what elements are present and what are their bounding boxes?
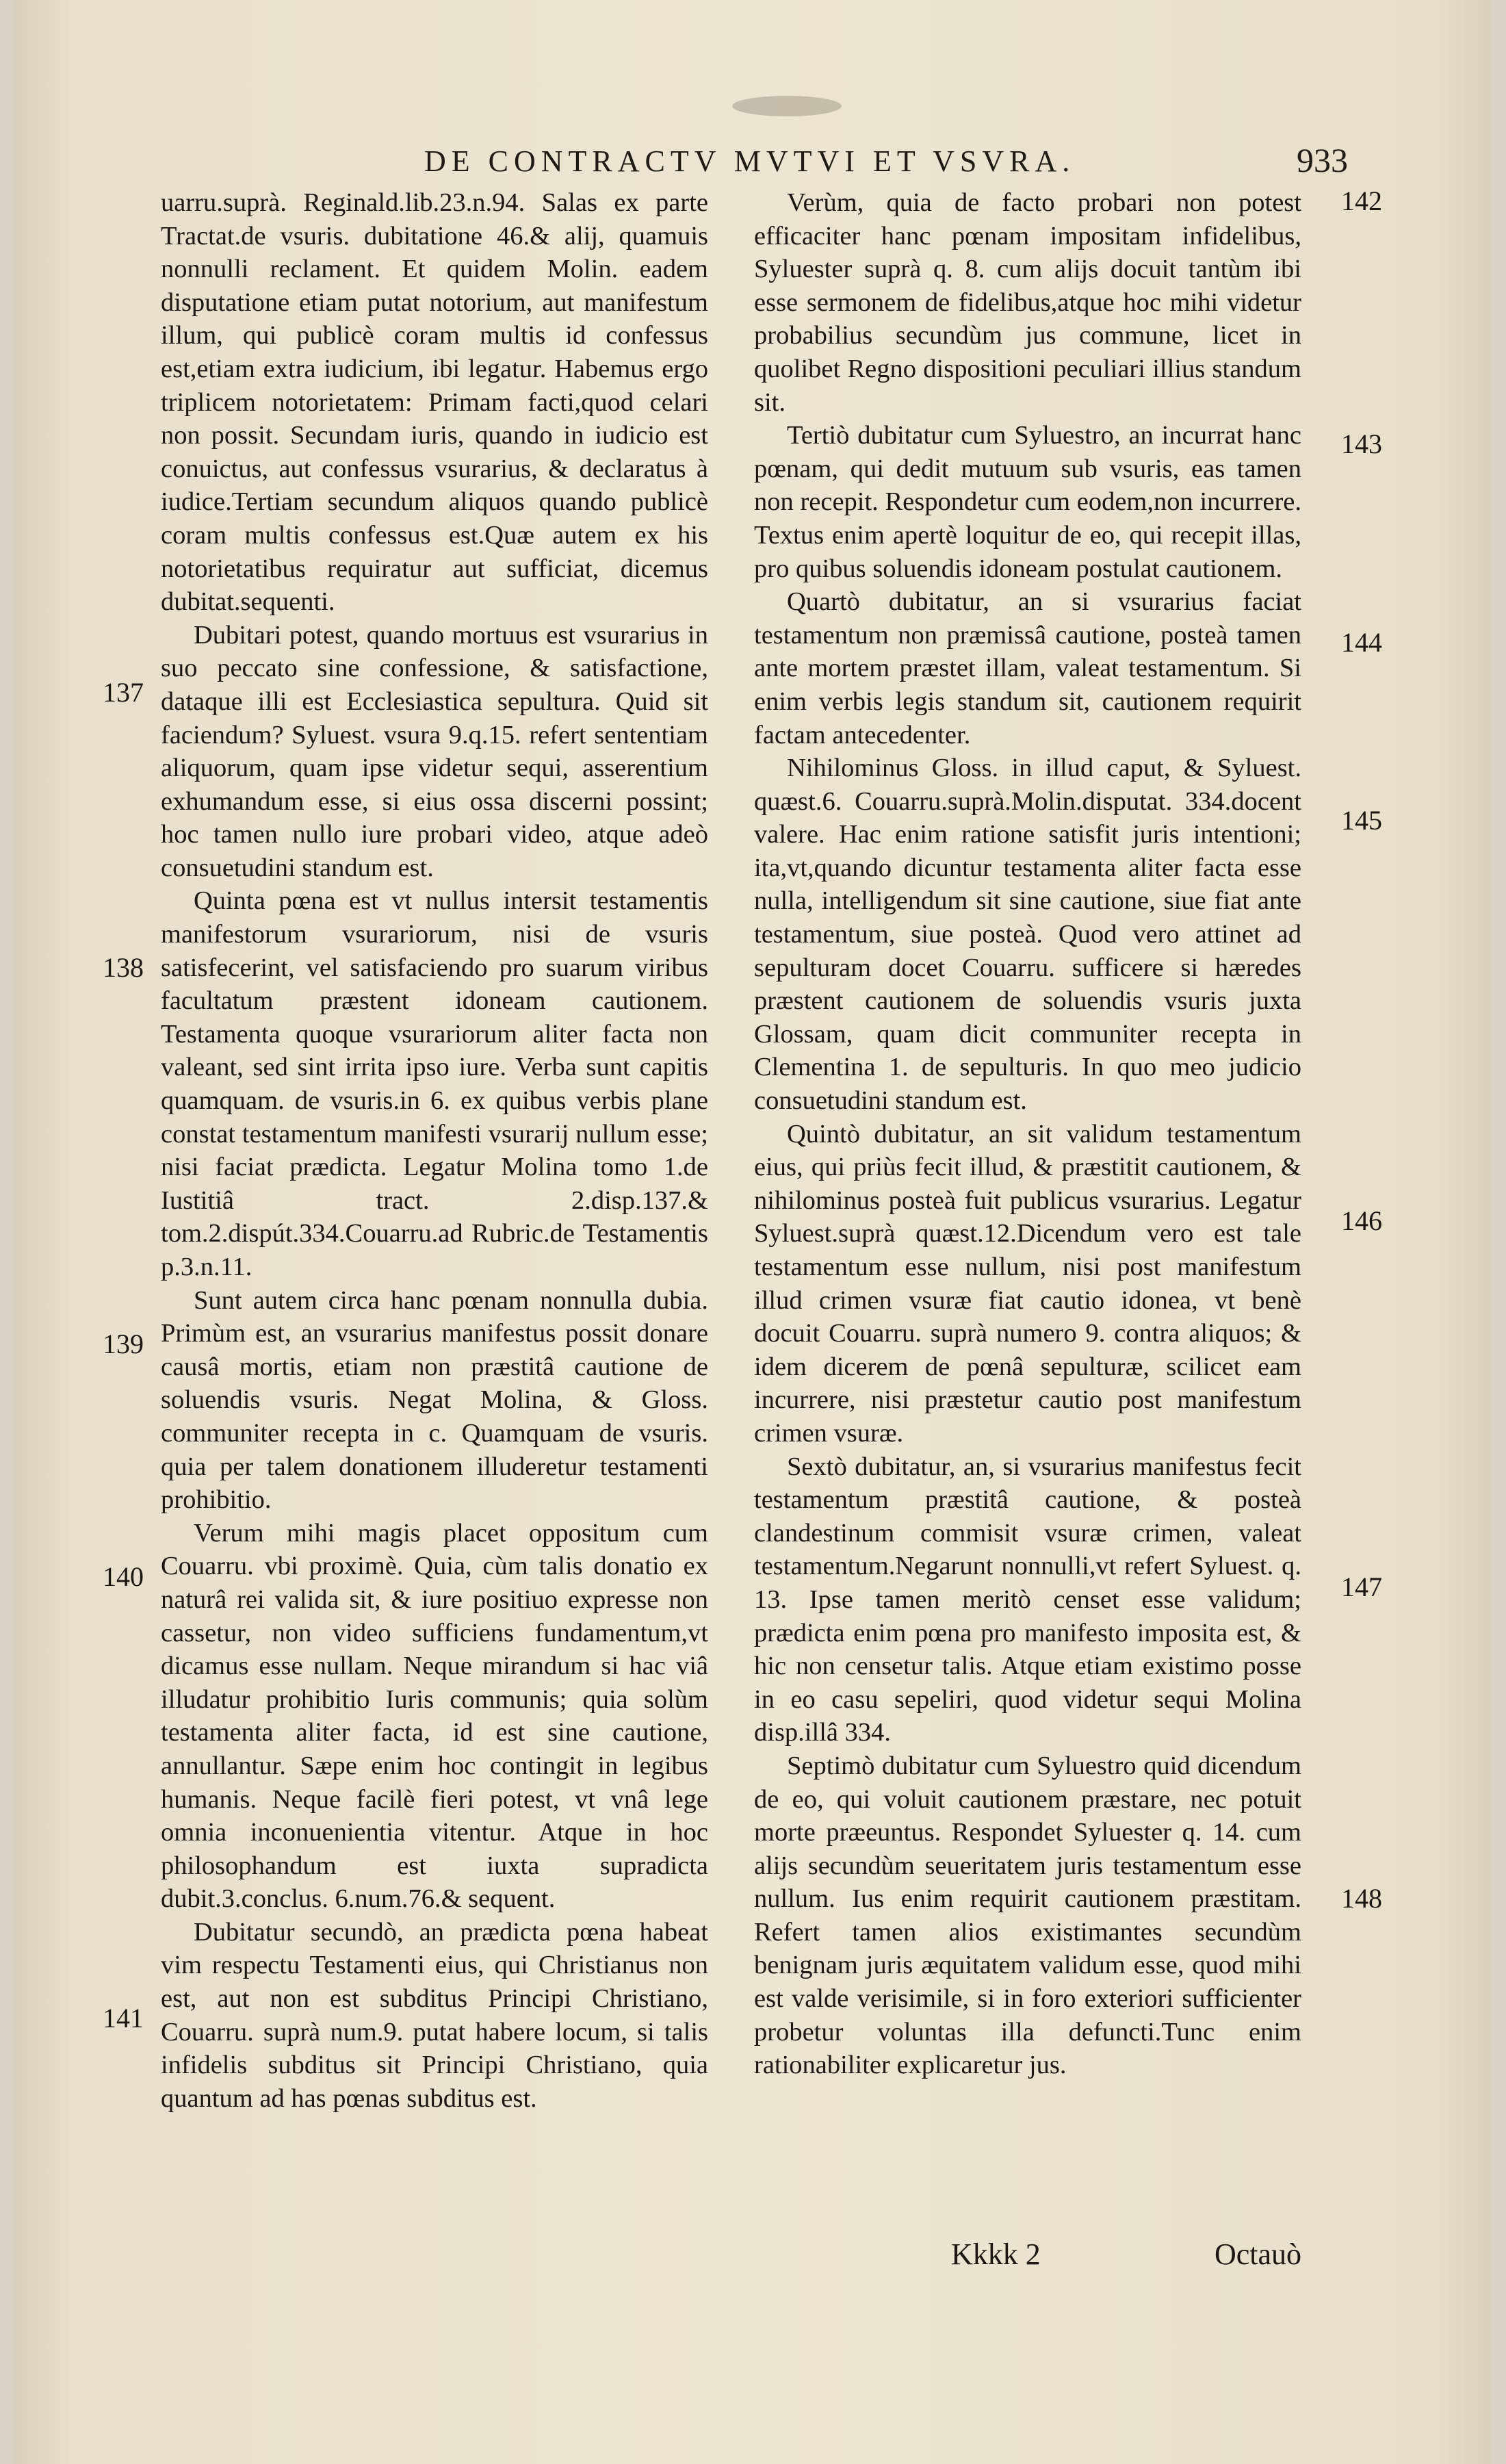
paragraph: Nihilominus Gloss. in illud caput, & Syluest. quæst.6. Couarru.suprà.Molin.disputat. 334.docent valere. Hac enim ratione satisfit juris intentioni; ita,vt,quando dicuntur testamenta aliter facta esse nulla, intelligendum sit sine cautione, siue fiat ante testamentum, siue posteà. Quod vero attinet ad sepulturam docet Couarru. sufficere si hæredes præstent cautionem de soluendis vsuris juxta Glossam, quam dicit communiter recepta in Clementina 1. de sepulturis. In quo meo judicio consuetudini standum est. [754, 754, 1301, 1116]
paragraph: Verum mihi magis placet oppositum cum Couarru. vbi proximè. Quia, cùm talis donatio ex naturâ rei valida sit, & iure positiuo expresse non cassetur, non video sufficiens fundamentum,vt dicamus esse nullam. Neque mirandum si hac viâ illudatur prohibitio Iuris communis; quia solùm testamenta aliter facta, id est sine cautione, annullantur. Sæpe enim hoc contingit in legibus humanis. Neque facilè fieri potest, vt vnâ lege omnia inconuenientia vitentur. Atque in hoc philosophandum est iuxta supradicta dubit.3.conclus. 6.num.76.& sequent. [161, 1518, 708, 1914]
paragraph: Dubitatur secundò, an prædicta pœna habeat vim respectu Testamenti eius, qui Christianus non est, aut non est subditus Principi Christiano, Couarru. suprà num.9. putat habere locum, si talis infidelis subditus sit Principi Christiano, quia quantum ad has pœnas subditus est. [161, 1917, 708, 2113]
margin-number: 143 [1341, 428, 1382, 459]
right-column [754, 186, 1301, 2082]
left-column [161, 186, 708, 2115]
margin-number: 147 [1341, 1571, 1382, 1602]
paragraph: Tertiò dubitatur cum Syluestro, an incurrat hanc pœnam, qui dedit mutuum sub vsuris, eas tamen non recepit. Respondetur cum eodem,non incurrere. Textus enim apertè loquitur de eo, qui recepit illas, pro quibus soluendis idoneam postulat cautionem. [754, 421, 1301, 583]
page-number: 933 [1297, 141, 1348, 179]
margin-number: 139 [103, 1329, 144, 1359]
paragraph: Quartò dubitatur, an si vsurarius faciat testamentum non præmissâ cautione, posteà tamen ante mortem præstet illam, valeat testamentum. Si enim verbis legis standum sit, cautionem requirit factam antecedenter. [754, 587, 1301, 749]
margin-number: 145 [1341, 805, 1382, 836]
ink-smudge [732, 96, 842, 116]
margin-number: 138 [103, 952, 144, 983]
running-head: DE CONTRACTV MVTVI ET VSVRA. [424, 144, 1076, 178]
paragraph: Septimò dubitatur cum Syluestro quid dicendum de eo, qui voluit cautionem præstare, nec potuit morte præeuntus. Respondet Syluester q. 14. cum alijs secundùm seueritatem juris testamentum esse nullum. Ius enim requirit cautionem præstitam. Refert tamen alios existimantes secundùm benignam juris æquitatem validum esse, quod mihi est valde verisimile, si in foro exteriori sufficienter probetur voluntas illa defuncti.Tunc enim rationabiliter explicaretur jus. [754, 1751, 1301, 2080]
catchword: Octauò [1215, 2237, 1302, 2271]
margin-number: 148 [1341, 1883, 1382, 1914]
margin-number: 141 [103, 2003, 144, 2033]
margin-number: 140 [103, 1561, 144, 1592]
book-page [14, 0, 1492, 2464]
signature-mark: Kkkk 2 [951, 2237, 1041, 2271]
paragraph: Verùm, quia de facto probari non potest efficaciter hanc pœnam impositam infidelibus, Syluester suprà q. 8. cum alijs docuit tantùm ibi esse sermonem de fidelibus,atque hoc mihi videtur probabilius secundùm jus commune, licet in quolibet Regno dispositioni peculiari illius standum sit. [754, 188, 1301, 417]
paragraph: Dubitari potest, quando mortuus est vsurarius in suo peccato sine confessione, & satisfactione, dataque illi est Ecclesiastica sepultura. Quid sit faciendum? Syluest. vsura 9.q.15. refert sententiam aliquorum, quam ipse videtur sequi, asserentium exhumandum esse, si eius ossa discerni possint; hoc tamen nullo iure probari video, atque adeò consuetudini standum est. [161, 620, 708, 882]
paragraph: Sunt autem circa hanc pœnam nonnulla dubia. Primùm est, an vsurarius manifestus possit donare causâ mortis, etiam non præstitâ cautione de soluendis vsuris. Negat Molina, & Gloss. communiter recepta in c. Quamquam de vsuris. quia per talem donationem illuderetur testamenti prohibitio. [161, 1285, 708, 1515]
paragraph: Quintò dubitatur, an sit validum testamentum eius, qui priùs fecit illud, & præstitit cautionem, & nihilominus posteà fuit publicus vsurarius. Legatur Syluest.suprà quæst.12.Dicendum vero est tale testamentum esse nullum, nisi post manifestum illud crimen vsuræ fiat cautio idonea, vt benè docuit Couarru. suprà numero 9. contra aliquos; & idem dicerem de pœnâ sepulturæ, scilicet eam incurrere, nisi præstetur cautio post manifestum crimen vsuræ. [754, 1119, 1301, 1448]
margin-number: 142 [1341, 185, 1382, 216]
margin-number: 137 [103, 677, 144, 708]
margin-number: 144 [1341, 627, 1382, 658]
margin-number: 146 [1341, 1205, 1382, 1236]
paragraph: Sextò dubitatur, an, si vsurarius manifestus fecit testamentum præstitâ cautione, & posteà clandestinum commisit vsuræ crimen, valeat testamentum.Negarunt nonnulli,vt refert Syluest. q. 13. Ipse tamen meritò censet esse validum; prædicta enim pœna pro manifesto imposita est, & hic non censetur talis. Atque etiam existimo posse in eo casu sepeliri, quod videtur sequi Molina disp.illâ 334. [754, 1452, 1301, 1747]
paragraph: uarru.suprà. Reginald.lib.23.n.94. Salas ex parte Tractat.de vsuris. dubitatione 46.& alij, quamuis nonnulli reclament. Et quidem Molin. eadem disputatione etiam putat notorium, aut manifestum illum, qui publicè coram multis id confessus est,etiam extra iudicium, ibi legatur. Habemus ergo triplicem notorietatem: Primam facti,quod celari non possit. Secundam iuris, quando in iudicio est conuictus, aut confessus vsurarius, & declaratus à iudice.Tertiam secundum aliquos quando publicè coram multis confessus est.Quæ autem ex his notorietatibus requiratur aut sufficiat, dicemus dubitat.sequenti. [161, 188, 708, 617]
paragraph: Quinta pœna est vt nullus intersit testamentis manifestorum vsurariorum, nisi de vsuris satisfecerint, vel satisfaciendo pro suarum viribus facultatum præstent idoneam cautionem. Testamenta quoque vsurariorum aliter facta non valeant, sed sint irrita ipso iure. Verba sunt capitis quamquam. de vsuris.in 6. ex quibus verbis plane constat testamentum manifesti vsurarij nullum esse; nisi faciat prædicta. Legatur Molina tomo 1.de Iustitiâ tract. 2.disp.137.& tom.2.dispút.334.Couarru.ad Rubric.de Testamentis p.3.n.11. [161, 886, 708, 1281]
